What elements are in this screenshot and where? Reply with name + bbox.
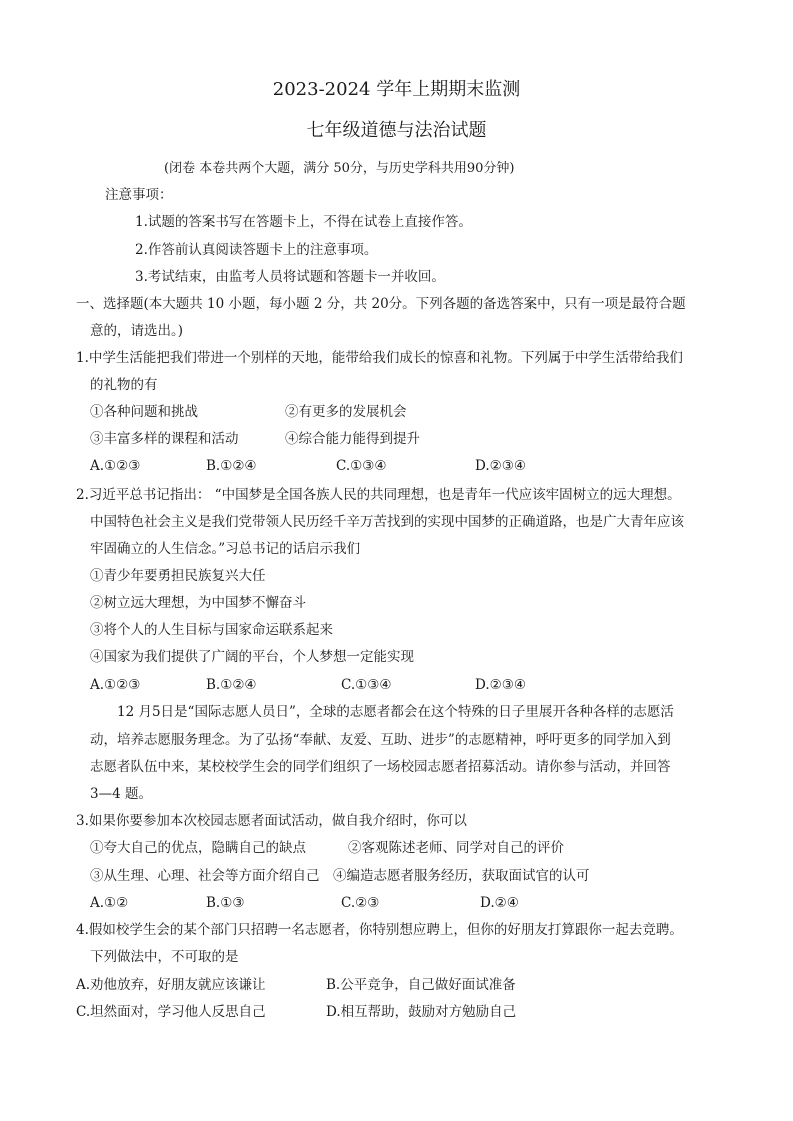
question-3-option: ③从生理、心理、社会等方面介绍自己 [90, 868, 320, 884]
section-heading: 一、选择题(本大题共 10 小题，每小题 2 分，共 20分。下列各题的备选答案中，只有一项是最符合题 [76, 296, 686, 312]
question-1-option: ②有更多的发展机会 [285, 404, 407, 420]
question-2-option: ④国家为我们提供了广阔的平台，个人梦想一定能实现 [90, 649, 414, 665]
question-2-choice-c: C.①③④ [341, 677, 392, 693]
question-2-stem-cont: 牢固确立的人生信念。”习总书记的话启示我们 [90, 541, 361, 557]
exam-title: 2023-2024 学年上期期末监测 [272, 79, 521, 100]
question-3-stem: 3.如果你要参加本次校园志愿者面试活动，做自我介绍时，你可以 [76, 813, 467, 829]
question-1-stem-cont: 的礼物的有 [90, 377, 158, 393]
question-2-option: ③将个人的人生目标与国家命运联系起来 [90, 622, 333, 638]
question-4-stem: 4.假如校学生会的某个部门只招聘一名志愿者，你特别想应聘上，但你的好朋友打算跟你一起去竞聘。 [76, 922, 683, 938]
question-3-option: ④编造志愿者服务经历，获取面试官的认可 [333, 868, 590, 884]
question-4-choice-c: C.坦然面对，学习他人反思自己 [76, 1004, 266, 1020]
exam-subtitle: 七年级道德与法治试题 [306, 120, 487, 141]
question-1-option: ③丰富多样的课程和活动 [90, 431, 239, 447]
question-1-choice-a: A.①②③ [90, 458, 141, 474]
question-1-stem: 1.中学生活能把我们带进一个别样的天地，能带给我们成长的惊喜和礼物。下列属于中学生活带给我们 [76, 350, 683, 366]
question-1-choice-b: B.①②④ [206, 458, 257, 474]
question-2-option: ①青少年要勇担民族复兴大任 [90, 568, 266, 584]
passage-text: 志愿者队伍中来，某校校学生会的同学们组织了一场校园志愿者招募活动。请你参与活动，并回答 [90, 759, 671, 775]
question-2-stem: 2.习近平总书记指出： “中国梦是全国各族人民的共同理想，也是青年一代应该牢固树立的远大理想。 [76, 487, 681, 503]
question-3-choice-c: C.②③ [341, 895, 380, 911]
question-2-stem-cont: 中国特色社会主义是我们党带领人民历经千辛万苦找到的实现中国梦的正确道路，也是广大青年应该 [90, 514, 684, 530]
notice-item: 2.作答前认真阅读答题卡上的注意事项。 [135, 242, 378, 258]
question-3-option: ①夸大自己的优点，隐瞒自己的缺点 [90, 840, 306, 856]
question-2-option: ②树立远大理想，为中国梦不懈奋斗 [90, 595, 306, 611]
exam-note: (闭卷 本卷共两个大题，满分 50分，与历史学科共用90分钟) [164, 161, 515, 176]
question-3-option: ②客观陈述老师、同学对自己的评价 [348, 840, 564, 856]
section-heading-cont: 意的，请选出。) [90, 323, 184, 339]
notice-item: 1.试题的答案书写在答题卡上，不得在试卷上直接作答。 [135, 214, 472, 230]
question-4-choice-a: A.劝他放弃，好朋友就应该谦让 [76, 977, 266, 993]
question-2-choice-d: D.②③④ [475, 677, 526, 693]
question-1-option: ①各种问题和挑战 [90, 404, 198, 420]
notice-item: 3.考试结束，由监考人员将试题和答题卡一并收回。 [135, 269, 445, 285]
question-1-choice-d: D.②③④ [475, 458, 526, 474]
passage-text: 12 月5日是“国际志愿人员日”，全球的志愿者都会在这个特殊的日子里展开各种各样的志愿活 [117, 704, 674, 720]
question-1-option: ④综合能力能得到提升 [285, 431, 420, 447]
passage-text: 3—4 题。 [90, 786, 152, 802]
notice-heading: 注意事项： [105, 187, 173, 203]
question-4-choice-b: B.公平竞争，自己做好面试准备 [326, 977, 516, 993]
question-1-choice-c: C.①③④ [336, 458, 387, 474]
question-4-stem-cont: 下列做法中，不可取的是 [90, 949, 239, 965]
question-2-choice-b: B.①②④ [206, 677, 257, 693]
question-2-choice-a: A.①②③ [90, 677, 141, 693]
question-3-choice-b: B.①③ [206, 895, 245, 911]
question-3-choice-a: A.①② [90, 895, 129, 911]
question-4-choice-d: D.相互帮助，鼓励对方勉励自己 [326, 1004, 517, 1020]
passage-text: 动，培养志愿服务理念。为了弘扬“奉献、友爱、互助、进步”的志愿精神，呼吁更多的同学加入到 [90, 732, 671, 748]
question-3-choice-d: D.②④ [480, 895, 519, 911]
